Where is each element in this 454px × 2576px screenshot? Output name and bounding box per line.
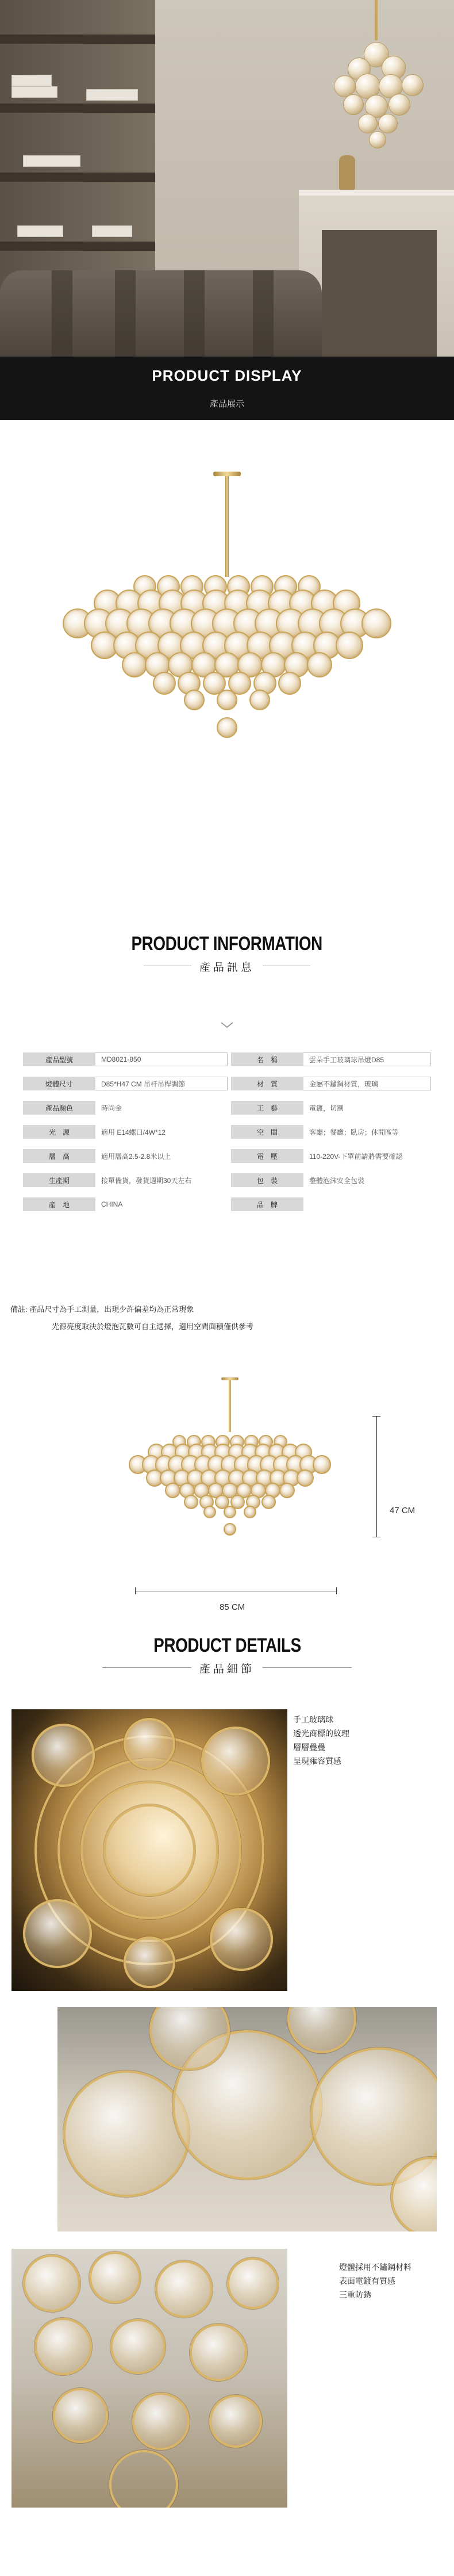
glass-ball (34, 2318, 92, 2375)
glass-ball (184, 1495, 198, 1509)
info-label: 材 質 (231, 1077, 303, 1090)
detail-text-frame (339, 2260, 411, 2302)
info-value: MD8021-850 (95, 1052, 228, 1066)
info-label: 產品型號 (23, 1052, 95, 1066)
info-label: 名 稱 (231, 1052, 303, 1066)
detail-text-line: 呈現雍容質感 (293, 1756, 341, 1766)
glass-ball (402, 74, 424, 96)
glass-ball (227, 2257, 279, 2309)
glass-ball (279, 1483, 295, 1498)
glass-ball (343, 94, 364, 115)
width-label: 85 CM (220, 1602, 245, 1612)
hanging-rod (225, 476, 229, 577)
info-row (23, 1197, 431, 1211)
info-row (23, 1101, 431, 1115)
info-label: 生產期 (23, 1173, 95, 1187)
info-label: 光 源 (23, 1125, 95, 1139)
glass-ball (209, 2395, 262, 2448)
glass-ball (109, 2450, 178, 2508)
detail-text-line: 表面電鍍有質感 (339, 2276, 395, 2286)
info-value: 電鍍，切割 (309, 1104, 344, 1112)
info-value: 適用層高2.5-2.8米以上 (101, 1152, 171, 1161)
sofa (0, 270, 322, 357)
glass-ball (203, 1506, 216, 1518)
glass-ball (388, 94, 410, 116)
glass-ball (336, 631, 363, 659)
glass-ball (124, 1718, 175, 1770)
detail-photo-glass-balls (11, 1709, 287, 1991)
info-value: 接單備貨，發貨週期30天左右 (101, 1176, 192, 1185)
info-value (303, 1197, 431, 1211)
info-value: 客廳；餐廳；臥房；休閒區等 (309, 1128, 399, 1136)
detail-text-line: 手工玻璃球 (293, 1715, 333, 1724)
glass-ball (307, 652, 332, 678)
product-details-heading (0, 1635, 454, 1674)
drop-ball (217, 717, 237, 738)
glass-ball (103, 1804, 195, 1896)
info-label: 產 地 (23, 1197, 95, 1211)
glass-ball (122, 652, 147, 678)
detail-text-line: 三重防銹 (339, 2290, 371, 2299)
info-row (23, 1077, 431, 1090)
glass-ball (297, 1469, 314, 1487)
product-information-heading (0, 933, 454, 973)
glass-ball (190, 2324, 247, 2381)
info-row (23, 1149, 431, 1163)
hanging-rod (229, 1380, 231, 1432)
glass-ball (89, 2252, 141, 2303)
glass-ball (369, 131, 386, 148)
glass-ball (210, 1908, 273, 1971)
glass-ball (201, 1727, 270, 1796)
glass-ball (217, 690, 237, 710)
height-label: 47 CM (390, 1506, 415, 1515)
glass-ball (261, 1495, 276, 1509)
info-label: 層 高 (23, 1149, 95, 1163)
info-label: 電 壓 (231, 1149, 303, 1163)
main-chandelier-image (0, 472, 454, 828)
info-label: 品 牌 (231, 1197, 303, 1211)
product-display-banner (0, 357, 454, 420)
dimension-chandelier-image (109, 1377, 351, 1584)
glass-ball (155, 2260, 213, 2318)
detail-photo-frame (11, 2249, 287, 2508)
glass-ball (23, 1899, 92, 1968)
info-label: 燈體尺寸 (23, 1077, 95, 1090)
glass-ball (53, 2388, 108, 2443)
glass-ball (361, 608, 391, 638)
glass-ball (124, 1936, 175, 1988)
product-information-subtitle: 產品訊息 (191, 959, 263, 974)
info-label: 工 藝 (231, 1101, 303, 1115)
glass-ball (278, 672, 301, 695)
glass-ball (184, 690, 205, 710)
info-value: 時尚金 (101, 1104, 122, 1112)
info-row (23, 1173, 431, 1187)
detail-text-glass (293, 1713, 349, 1768)
product-notes (10, 1301, 447, 1335)
detail-text-line: 層層疊疊 (293, 1743, 325, 1752)
glass-ball (32, 1724, 95, 1787)
info-value: 110-220V-下單前請將需要確認 (309, 1152, 403, 1161)
info-value: D85*H47 CM 吊杆吊桿調節 (95, 1077, 228, 1090)
glass-ball (313, 1455, 331, 1473)
product-display-title: PRODUCT DISPLAY (152, 367, 302, 384)
info-value: CHINA (101, 1200, 123, 1208)
glass-ball (244, 1506, 256, 1518)
info-value: 整體泡沫安全包裝 (309, 1176, 365, 1185)
glass-ball (378, 114, 398, 133)
height-dimension-line (376, 1416, 377, 1537)
note-line-2: 光源亮度取決於燈泡瓦數可自主選擇，適用空間面積僅供參考 (52, 1322, 254, 1331)
vase (339, 155, 355, 190)
glass-ball (110, 2319, 166, 2374)
canopy (213, 472, 241, 476)
drop-ball (224, 1523, 236, 1536)
glass-ball (287, 2007, 356, 2053)
note-line-1: 備註: 產品尺寸為手工測量，出現少許偏差均為正常現象 (10, 1305, 194, 1314)
hero-photo (0, 0, 454, 357)
info-row (23, 1125, 431, 1139)
glass-ball (63, 2070, 190, 2197)
info-value: 金屬不鏽鋼材質，玻璃 (303, 1077, 431, 1090)
info-label: 產品顏色 (23, 1101, 95, 1115)
detail-text-line: 燈體採用不鏽鋼材料 (339, 2263, 411, 2272)
info-value: 適用 E14螺口/4W*12 (101, 1128, 166, 1136)
info-value: 雲朵手工玻璃球吊燈D85 (303, 1052, 431, 1066)
glass-ball (132, 2393, 190, 2450)
glass-ball (165, 1483, 180, 1498)
info-label: 包 裝 (231, 1173, 303, 1187)
info-row (23, 1052, 431, 1066)
glass-ball (23, 2255, 80, 2312)
product-details-subtitle: 產品細節 (191, 1660, 263, 1676)
product-details-title: PRODUCT DETAILS (153, 1635, 301, 1656)
glass-ball (358, 114, 378, 133)
glass-ball (224, 1506, 236, 1518)
info-label: 空 間 (231, 1125, 303, 1139)
chevron-down-icon (220, 1021, 234, 1028)
glass-ball (249, 690, 270, 710)
product-display-subtitle: 產品展示 (209, 399, 244, 409)
glass-ball (153, 672, 176, 695)
product-information-title: PRODUCT INFORMATION (131, 933, 323, 955)
detail-photo-closeup (57, 2007, 437, 2231)
detail-text-line: 透光商標的紋理 (293, 1729, 349, 1738)
